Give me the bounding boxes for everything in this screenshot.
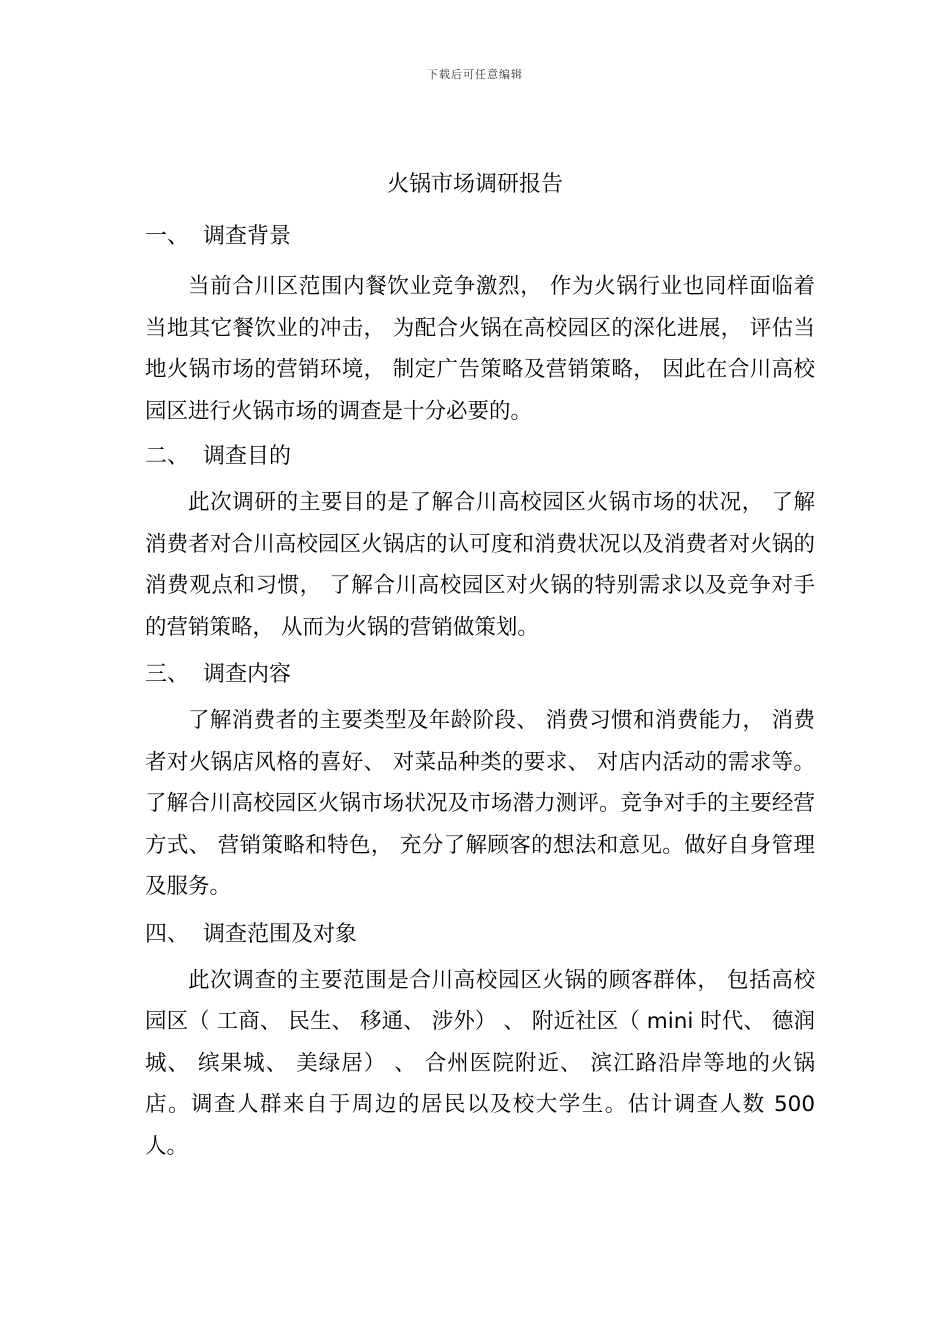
header-note: 下载后可任意编辑 [427,68,523,81]
section-number: 一、 [145,224,190,249]
section-paragraph: 了解消费者的主要类型及年龄阶段、 消费习惯和消费能力， 消费者对火锅店风格的喜好、 对菜品种类的要求、 对店内活动的需求等。了解合川高校园区火锅市场状况及市场潜力测评。竞争对手的主要经营方式、 营销策略和特色， 充分了解顾客的想法和意见。做好自身管理及服务。 [145,708,815,899]
section-scope [145,916,815,1168]
section-purpose [145,438,815,648]
section-paragraph: 此次调查的主要范围是合川高校园区火锅的顾客群体， 包括高校园区（ 工商、 民生、 移通、 涉外） 、 附近社区（ mini 时代、 德润城、 缤果城、 美绿居） 、 合州医院附近、 滨江路沿岸等地的火锅店。调查人群来自于周边的居民以及校大学生。估计调查人数 500 人。 [145,967,815,1159]
section-heading [145,916,815,954]
section-background [145,218,815,432]
section-heading [145,218,815,256]
document-body [145,218,815,1175]
section-paragraph: 此次调研的主要目的是了解合川高校园区火锅市场的状况， 了解消费者对合川高校园区火锅店的认可度和消费状况以及消费者对火锅的消费观点和习惯， 了解合川高校园区对火锅的特别需求以及竞争对手的营销策略， 从而为火锅的营销做策划。 [145,490,815,640]
section-heading [145,438,815,476]
section-title: 调查目的 [203,444,292,469]
section-heading [145,656,815,694]
section-title: 调查范围及对象 [203,921,358,947]
section-paragraph: 当前合川区范围内餐饮业竞争激烈， 作为火锅行业也同样面临着当地其它餐饮业的冲击， 为配合火锅在高校园区的深化进展， 评估当地火锅市场的营销环境， 制定广告策略及营销策略， 因此在合川高校园区进行火锅市场的调查是十分必要的。 [145,274,815,424]
section-number: 四、 [145,921,190,947]
section-number: 三、 [145,662,190,687]
section-title: 调查内容 [203,662,292,687]
section-title: 调查背景 [203,224,292,249]
section-number: 二、 [145,444,190,469]
document-title: 火锅市场调研报告 [386,172,563,197]
section-content [145,656,815,908]
